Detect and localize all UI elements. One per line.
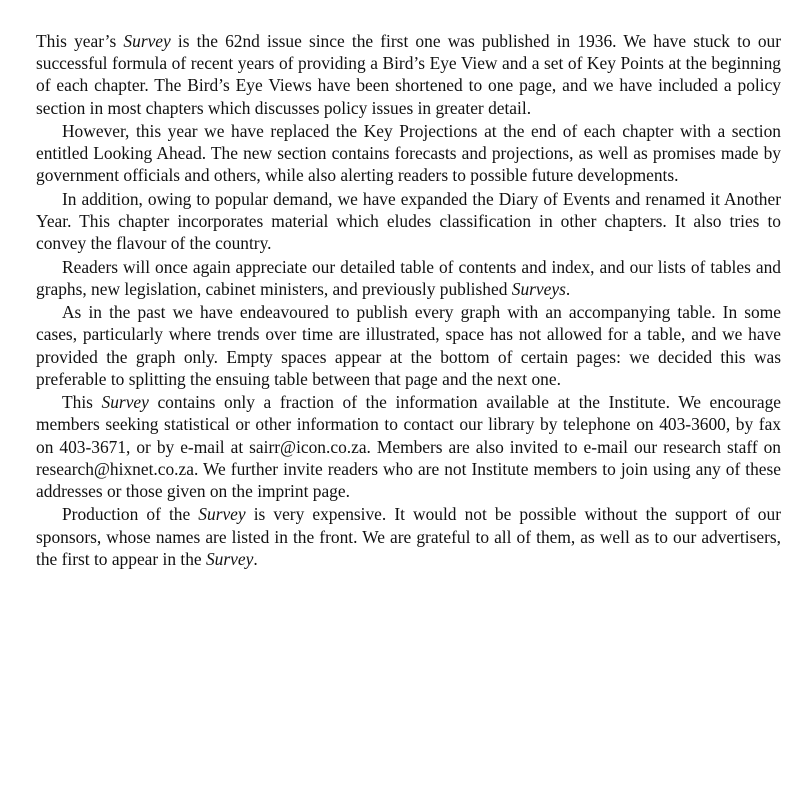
paragraph-graphs-tables bbox=[36, 301, 781, 390]
paragraph-text: . bbox=[565, 278, 571, 299]
paragraph-text: However, this year we have replaced the Key Projections at the end of each chapter with a section entitled Looking Ahead. The new section contains forecasts and projections, as well as promises made by government officials and others, while also alerting readers to possible future developments. bbox=[36, 121, 781, 186]
paragraph-contents-index bbox=[36, 256, 781, 300]
paragraph-another-year bbox=[36, 188, 781, 255]
paragraph-text: . bbox=[253, 548, 258, 569]
paragraph-text: As in the past we have endeavoured to publish every graph with an accompanying table. In some cases, particularly where trends over time are illustrated, space has not allowed for a table, and we have provided the graph only. Empty spaces appear at the bottom of certain pages: we decided this was preferable to splitting the ensuing table between that page and the next one. bbox=[36, 302, 781, 389]
paragraph-intro bbox=[36, 30, 781, 119]
document-page bbox=[36, 30, 781, 571]
paragraph-contact-info bbox=[36, 391, 781, 502]
paragraph-sponsors bbox=[36, 503, 781, 570]
paragraph-text: contains only a fraction of the information available at the Institute. We encourage members seeking statistical or other information to contact our library by telephone on 403-3600, by fax on 403-3671, or by e-mail at sairr@icon.co.za. Members are also invited to e-mail our research staff on research@hixnet.co.za. We further invite readers who are not Institute members to join using any of these addresses or those given on the imprint page. bbox=[36, 392, 782, 501]
paragraph-text: This bbox=[62, 392, 102, 413]
paragraph-text: is very expensive. It would not be possible without the support of our sponsors, whose names are listed in the front. We are grateful to all of them, as well as to our advertisers, the first to appear in the bbox=[36, 504, 781, 569]
italic-title-text: Survey bbox=[198, 504, 246, 525]
paragraph-text: In addition, owing to popular demand, we have expanded the Diary of Events and renamed it Another Year. This chapter incorporates material which eludes classification in other chapters. It also tries to convey the flavour of the country. bbox=[36, 188, 781, 254]
paragraph-text: This year’s bbox=[36, 31, 124, 51]
italic-title-text: Survey bbox=[205, 548, 254, 569]
paragraph-text: Production of the bbox=[62, 504, 199, 525]
paragraph-looking-ahead bbox=[36, 120, 781, 187]
italic-title-text: Surveys bbox=[511, 278, 566, 299]
paragraph-text: Readers will once again appreciate our detailed table of contents and index, and our lists of tables and graphs, new legislation, cabinet ministers, and previously published bbox=[36, 256, 781, 299]
italic-title-text: Survey bbox=[123, 31, 171, 51]
paragraph-text: is the 62nd issue since the first one was published in 1936. We have stuck to our successful formula of recent years of providing a Bird’s Eye View and a set of Key Points at the beginning of each chapter. The Bird’s Eye Views have been shortened to one page, and we have included a policy section in most chapters which discusses policy issues in greater detail. bbox=[36, 31, 781, 118]
italic-title-text: Survey bbox=[101, 392, 149, 413]
